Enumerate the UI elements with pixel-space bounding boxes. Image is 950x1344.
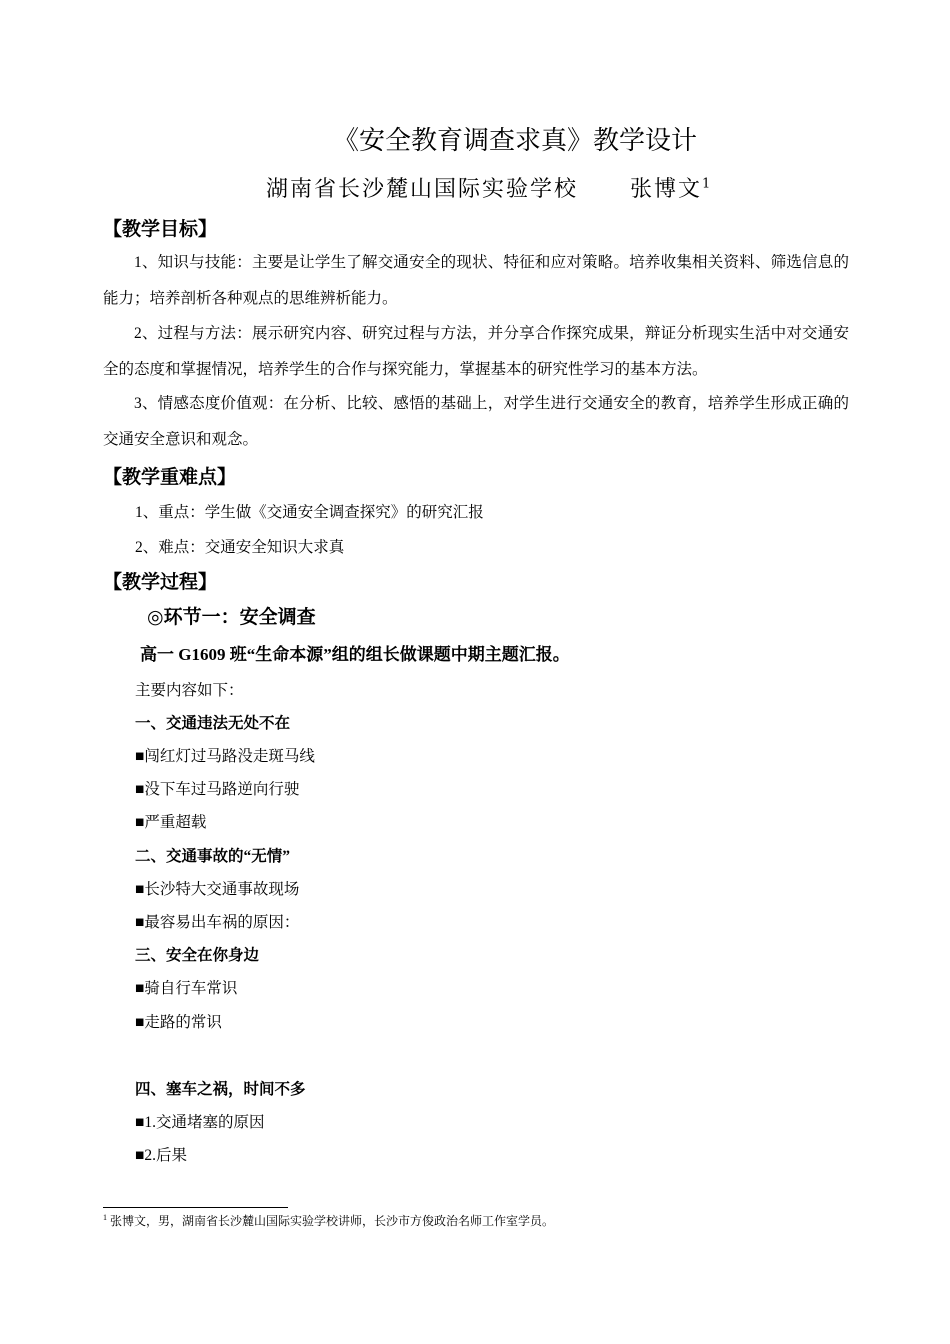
footnote-mark: 1 <box>103 1213 107 1222</box>
key-point-1: 1、重点：学生做《交通安全调查探究》的研究汇报 <box>135 504 484 521</box>
list-item: ■闯红灯过马路没走斑马线 <box>135 748 315 765</box>
part-2-heading: 二、交通事故的“无情” <box>135 848 291 865</box>
stage-1-title: ◎环节一：安全调查 <box>147 606 316 628</box>
goal-paragraph-3: 3、情感态度价值观：在分析、比较、感悟的基础上，对学生进行交通安全的教育，培养学生形成正确的交通安全意识和观念。 <box>103 395 849 448</box>
part-4-heading: 四、塞车之祸，时间不多 <box>135 1081 306 1098</box>
section-heading-goals: 【教学目标】 <box>103 218 218 240</box>
author-footnote-mark: 1 <box>702 176 713 192</box>
author-school: 湖南省长沙麓山国际实验学校 <box>266 177 579 202</box>
part-1-heading: 一、交通违法无处不在 <box>135 715 291 732</box>
stage-1-lead: 高一 G1609 班“生命本源”组的组长做课题中期主题汇报。 <box>140 645 570 664</box>
footnote-separator <box>103 1207 288 1208</box>
section-heading-process: 【教学过程】 <box>103 571 218 593</box>
content-intro: 主要内容如下： <box>135 682 244 699</box>
author-line <box>266 172 712 203</box>
list-item: ■长沙特大交通事故现场 <box>135 881 300 898</box>
key-point-2: 2、难点：交通安全知识大求真 <box>135 539 345 556</box>
list-item: ■骑自行车常识 <box>135 980 238 997</box>
list-item: ■最容易出车祸的原因： <box>135 914 300 931</box>
author-name: 张博文 <box>630 177 703 202</box>
section-heading-key-points: 【教学重难点】 <box>103 466 237 488</box>
list-item: ■严重超载 <box>135 814 207 831</box>
list-item: ■1.交通堵塞的原因 <box>135 1114 265 1131</box>
goal-paragraph-2: 2、过程与方法：展示研究内容、研究过程与方法，并分享合作探究成果，辩证分析现实生活中对交通安全的态度和掌握情况，培养学生的合作与探究能力，掌握基本的研究性学习的基本方法。 <box>103 325 849 378</box>
goal-paragraph-1: 1、知识与技能：主要是让学生了解交通安全的现状、特征和应对策略。培养收集相关资料、筛选信息的能力；培养剖析各种观点的思维辨析能力。 <box>103 254 849 307</box>
footnote-text: 张博文，男，湖南省长沙麓山国际实验学校讲师，长沙市方俊政治名师工作室学员。 <box>110 1214 555 1228</box>
part-3-heading: 三、安全在你身边 <box>135 947 260 964</box>
list-item: ■走路的常识 <box>135 1014 222 1031</box>
list-item: ■没下车过马路逆向行驶 <box>135 781 300 798</box>
list-item: ■2.后果 <box>135 1147 187 1164</box>
footnote <box>103 1212 554 1229</box>
document-title: 《安全教育调查求真》教学设计 <box>332 126 697 156</box>
